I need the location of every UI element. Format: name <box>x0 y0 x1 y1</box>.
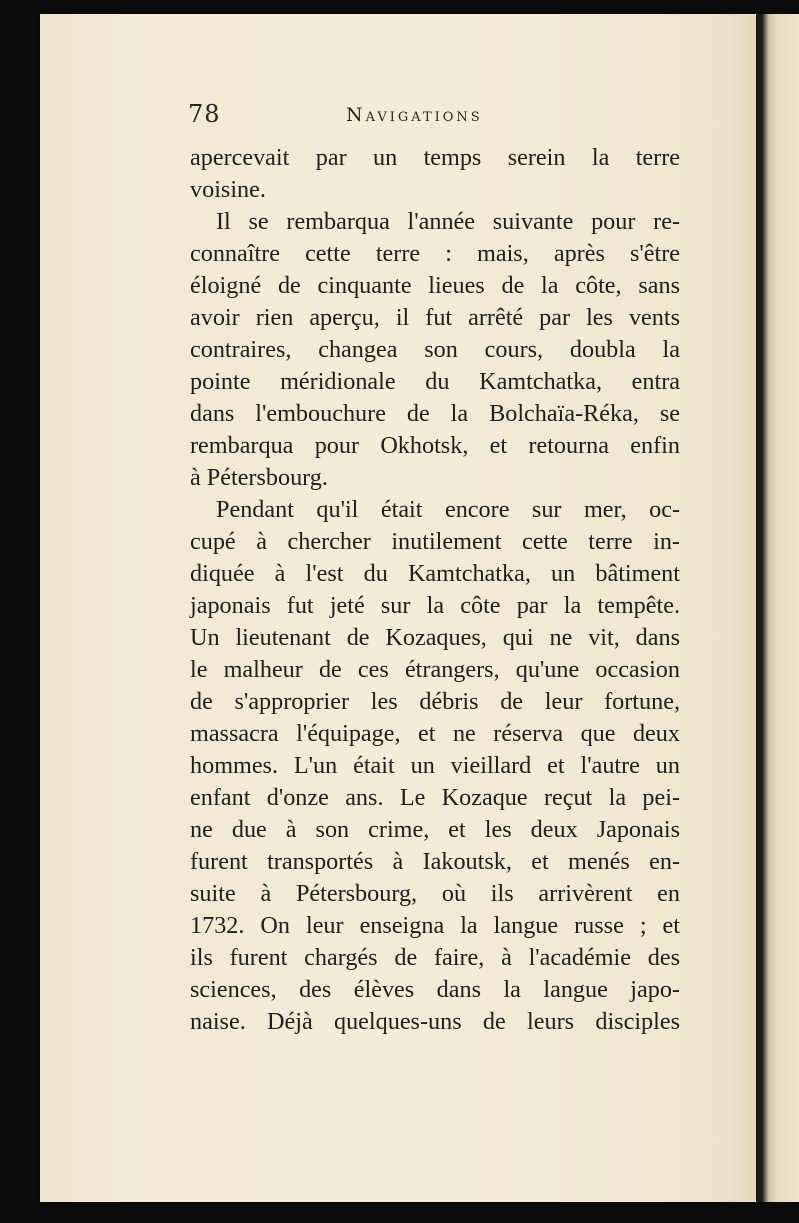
text-line: Un lieutenant de Kozaques, qui ne vit, dans <box>190 624 680 651</box>
text-line: le malheur de ces étrangers, qu'une occasion <box>190 656 680 683</box>
text-line: de s'approprier les débris de leur fortune, <box>190 688 680 715</box>
text-line: apercevait par un temps serein la terre <box>190 144 680 171</box>
text-line: connaître cette terre : mais, après s'être <box>190 240 680 267</box>
text-line: furent transportés à Iakoutsk, et menés en- <box>190 848 680 875</box>
text-line: diquée à l'est du Kamtchatka, un bâtiment <box>190 560 680 587</box>
text-line: voisine. <box>190 176 266 203</box>
text-line: contraires, changea son cours, doubla la <box>190 336 680 363</box>
text-line: massacra l'équipage, et ne réserva que deux <box>190 720 680 747</box>
text-line: ne due à son crime, et les deux Japonais <box>190 816 680 843</box>
text-line: avoir rien aperçu, il fut arrêté par les vents <box>190 304 680 331</box>
text-line: Pendant qu'il était encore sur mer, oc- <box>216 496 680 523</box>
running-head: Navigations <box>346 104 483 126</box>
text-line: à Pétersbourg. <box>190 464 328 491</box>
text-line: dans l'embouchure de la Bolchaïa-Réka, se <box>190 400 680 427</box>
text-line: suite à Pétersbourg, où ils arrivèrent en <box>190 880 680 907</box>
text-line: rembarqua pour Okhotsk, et retourna enfin <box>190 432 680 459</box>
text-line: enfant d'onze ans. Le Kozaque reçut la pei- <box>190 784 680 811</box>
body-text <box>190 142 680 1038</box>
next-page-edge <box>762 14 799 1202</box>
page-header <box>188 98 688 138</box>
text-line: pointe méridionale du Kamtchatka, entra <box>190 368 680 395</box>
text-line: sciences, des élèves dans la langue japo- <box>190 976 680 1003</box>
text-line: éloigné de cinquante lieues de la côte, sans <box>190 272 680 299</box>
text-line: cupé à chercher inutilement cette terre in- <box>190 528 680 555</box>
page-number: 78 <box>188 100 221 128</box>
text-line: japonais fut jeté sur la côte par la tempête. <box>190 592 680 619</box>
text-line: naise. Déjà quelques-uns de leurs disciples <box>190 1008 680 1035</box>
text-line: Il se rembarqua l'année suivante pour re- <box>216 208 680 235</box>
text-line: hommes. L'un était un vieillard et l'autre un <box>190 752 680 779</box>
text-line: 1732. On leur enseigna la langue russe ; et <box>190 912 680 939</box>
text-line: ils furent chargés de faire, à l'académie des <box>190 944 680 971</box>
